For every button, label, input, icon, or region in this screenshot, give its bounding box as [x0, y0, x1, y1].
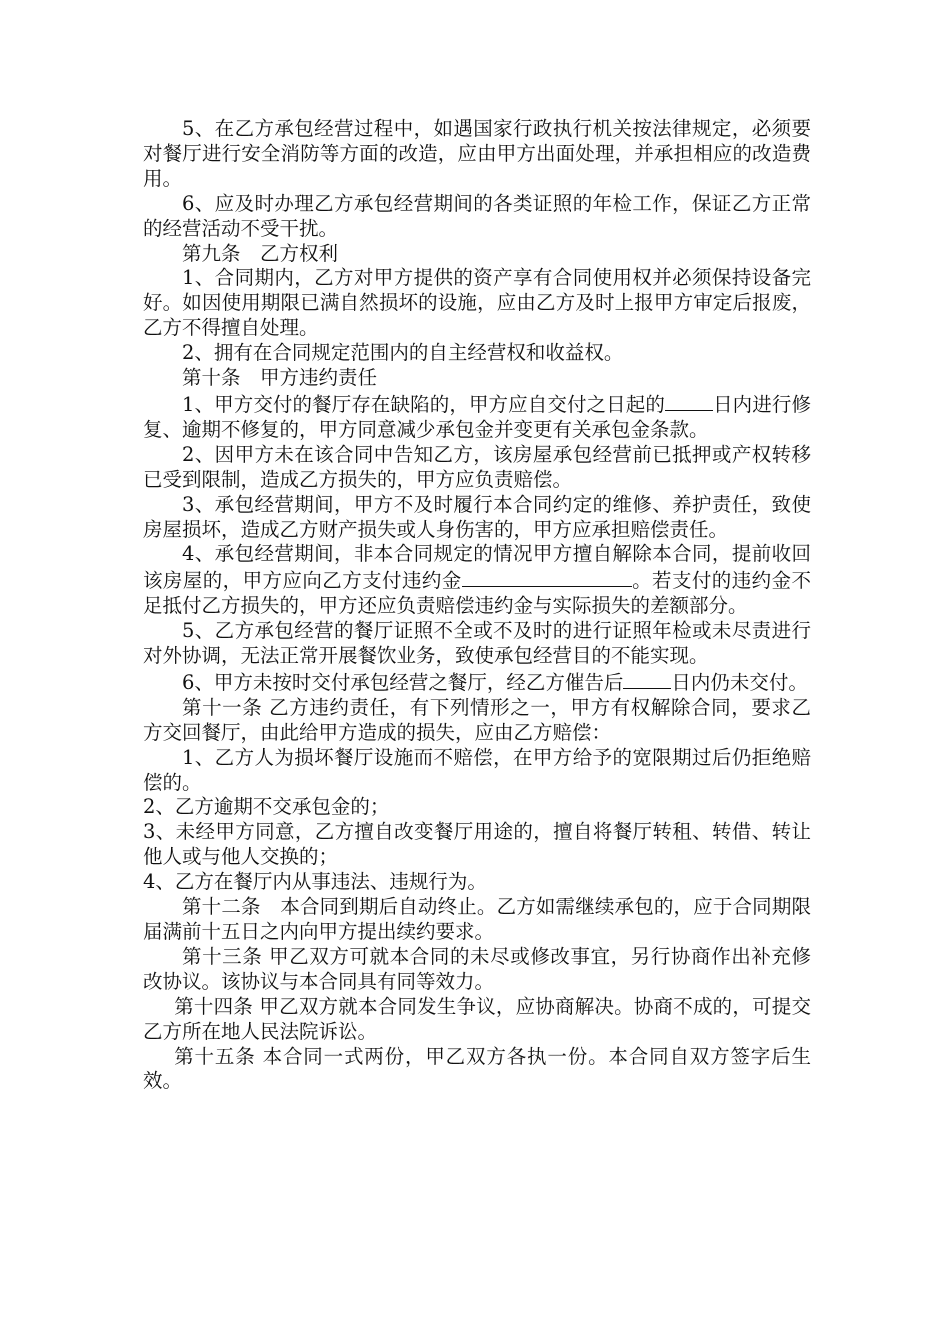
paragraph-text: 日内进行修复、逾期不修复的，甲方同意减少承包金并变更有关承包金条款。	[143, 392, 811, 441]
contract-paragraph	[143, 391, 811, 443]
paragraph-text: 4、承包经营期间，非本合同规定的情况甲方擅自解除本合同，提前收回该房屋的，甲方应向乙方支付违约金	[143, 542, 811, 593]
paragraph-text: 1、乙方人为损坏餐厅设施而不赔偿，在甲方给予的宽限期过后仍拒绝赔偿的。	[143, 745, 811, 794]
paragraph-text: 日内仍未交付。	[671, 670, 808, 694]
contract-paragraph	[143, 669, 811, 696]
paragraph-text: 第十三条 甲乙双方可就本合同的未尽或修改事宜，另行协商作出补充修改协议。该协议与本合同具有同等效力。	[143, 944, 811, 993]
contract-paragraph	[143, 542, 811, 619]
contract-paragraph	[143, 266, 811, 341]
paragraph-text: 6、甲方未按时交付承包经营之餐厅，经乙方催告后	[182, 670, 624, 694]
contract-body	[143, 117, 811, 1094]
fill-in-blank	[665, 391, 713, 411]
paragraph-text: 。若支付的违约金不足抵付乙方损失的，甲方还应负责赔偿违约金与实际损失的差额部分。	[143, 569, 811, 618]
contract-paragraph	[143, 117, 811, 192]
contract-paragraph	[143, 366, 811, 391]
paragraph-text: 2、乙方逾期不交承包金的；	[143, 795, 390, 819]
contract-paragraph	[143, 619, 811, 669]
fill-in-blank	[462, 567, 632, 587]
paragraph-text: 2、因甲方未在该合同中告知乙方，该房屋承包经营前已抵押或产权转移已受到限制，造成乙方损失的，甲方应负责赔偿。	[143, 442, 811, 491]
contract-paragraph	[143, 192, 811, 242]
contract-paragraph	[143, 242, 811, 267]
paragraph-text: 第十二条 本合同到期后自动终止。乙方如需继续承包的，应于合同期限届满前十五日之内向甲方提出续约要求。	[143, 895, 811, 943]
contract-paragraph	[143, 895, 811, 945]
fill-in-blank	[623, 669, 671, 689]
paragraph-text: 2、拥有在合同规定范围内的自主经营权和收益权。	[182, 341, 624, 365]
contract-paragraph	[143, 945, 811, 995]
paragraph-text: 第十四条 甲乙双方就本合同发生争议，应协商解决。协商不成的，可提交乙方所在地人民法院诉讼。	[143, 994, 811, 1043]
paragraph-text: 1、合同期内，乙方对甲方提供的资产享有合同使用权并必须保持设备完好。如因使用期限已满自然损坏的设施，应由乙方及时上报甲方审定后报废，乙方不得擅自处理。	[143, 266, 811, 340]
paragraph-text: 5、乙方承包经营的餐厅证照不全或不及时的进行证照年检或未尽责进行对外协调，无法正常开展餐饮业务，致使承包经营目的不能实现。	[143, 619, 811, 668]
paragraph-text: 第十五条 本合同一式两份，甲乙双方各执一份。本合同自双方签字后生效。	[143, 1044, 811, 1093]
contract-paragraph	[143, 493, 811, 543]
contract-paragraph	[143, 443, 811, 493]
contract-paragraph	[143, 746, 811, 796]
contract-paragraph	[143, 341, 811, 366]
paragraph-text: 3、未经甲方同意，乙方擅自改变餐厅用途的，擅自将餐厅转租、转借、转让他人或与他人交换的；	[143, 820, 811, 869]
paragraph-text: 5、在乙方承包经营过程中，如遇国家行政执行机关按法律规定，必须要对餐厅进行安全消防等方面的改造，应由甲方出面处理，并承担相应的改造费用。	[143, 117, 811, 190]
paragraph-text: 4、乙方在餐厅内从事违法、违规行为。	[143, 870, 487, 894]
contract-paragraph	[143, 795, 811, 820]
paragraph-text: 3、承包经营期间，甲方不及时履行本合同约定的维修、养护责任，致使房屋损坏，造成乙方财产损失或人身伤害的，甲方应承担赔偿责任。	[143, 492, 811, 541]
paragraph-text: 6、应及时办理乙方承包经营期间的各类证照的年检工作，保证乙方正常的经营活动不受干扰。	[143, 191, 811, 240]
contract-paragraph	[143, 820, 811, 870]
contract-paragraph	[143, 1045, 811, 1095]
paragraph-text: 第十一条 乙方违约责任，有下列情形之一，甲方有权解除合同，要求乙方交回餐厅，由此给甲方造成的损失，应由乙方赔偿：	[143, 695, 811, 744]
paragraph-text: 第十条 甲方违约责任	[182, 366, 378, 390]
contract-paragraph	[143, 696, 811, 746]
paragraph-text: 第九条 乙方权利	[182, 241, 339, 265]
contract-paragraph	[143, 995, 811, 1045]
contract-paragraph	[143, 870, 811, 895]
paragraph-text: 1、甲方交付的餐厅存在缺陷的，甲方应自交付之日起的	[182, 392, 665, 416]
